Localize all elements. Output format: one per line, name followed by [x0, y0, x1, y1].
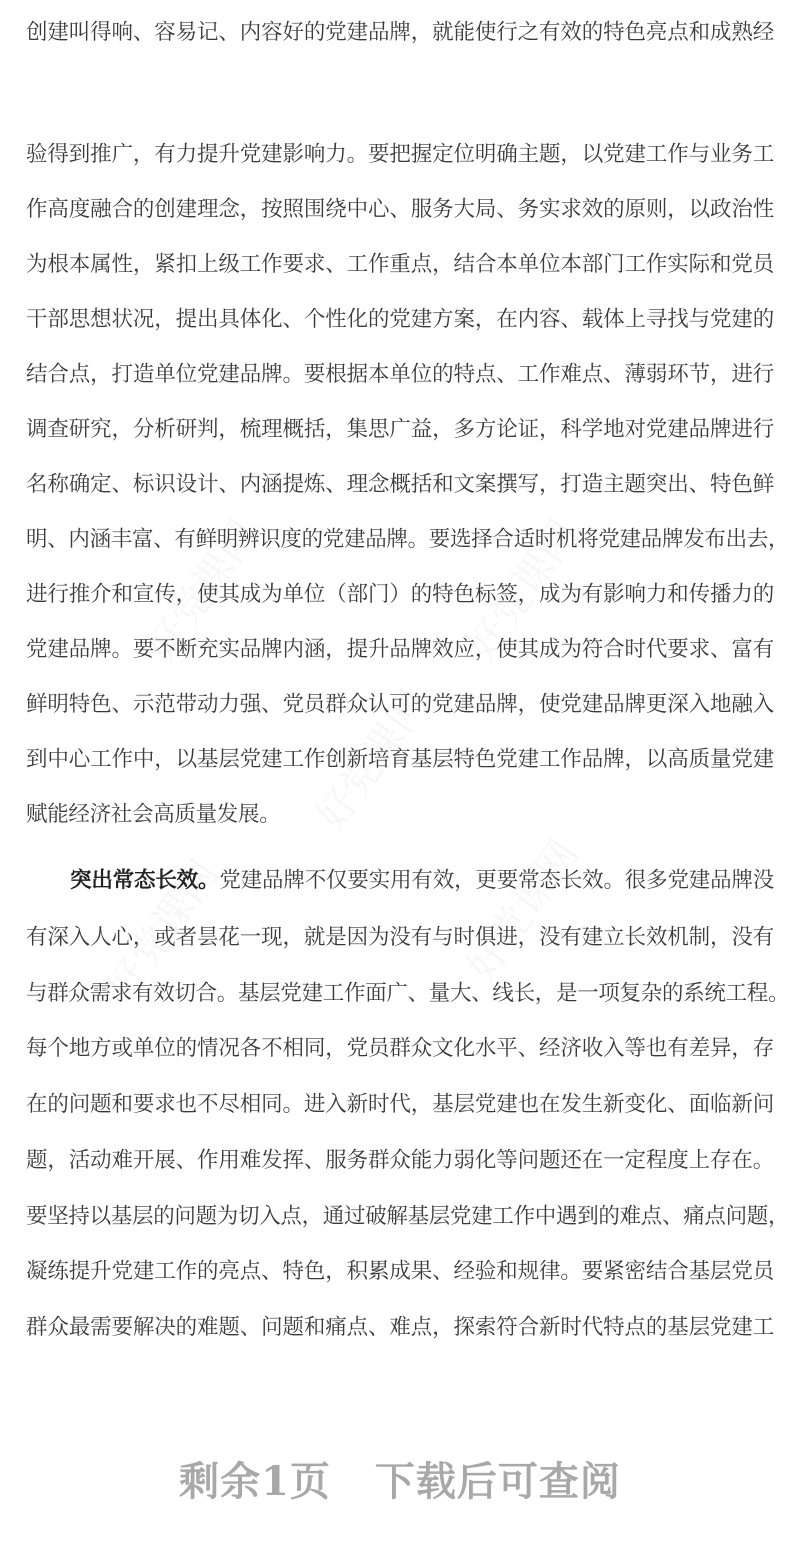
text-line: 明、内涵丰富、有鲜明辨识度的党建品牌。要选择合适时机将党建品牌发布出去， — [26, 527, 790, 552]
text-line: 为根本属性，紧扣上级工作要求、工作重点，结合本单位本部门工作实际和党员 — [26, 252, 774, 277]
text-line: 每个地方或单位的情况各不相同，党员群众文化水平、经济收入等也有差异，存 — [26, 1036, 774, 1062]
text-line: 在的问题和要求也不尽相同。进入新时代，基层党建也在发生新变化、面临新问 — [26, 1092, 774, 1118]
text-span: 党建品牌不仅要实用有效，更要常态长效。很多党建品牌没 — [219, 868, 775, 893]
text-line: 进行推介和宣传，使其成为单位（部门）的特色标签，成为有影响力和传播力的 — [26, 582, 774, 607]
text-line: 赋能经济社会高质量发展。 — [26, 802, 281, 827]
text-line: 要坚持以基层的问题为切入点，通过破解基层党建工作中遇到的难点、痛点问题， — [26, 1203, 790, 1229]
text-line: 鲜明特色、示范带动力强、党员群众认可的党建品牌，使党建品牌更深入地融入 — [26, 692, 774, 717]
text-line: 到中心工作中，以基层党建工作创新培育基层特色党建工作品牌，以高质量党建 — [26, 747, 774, 772]
text-line: 有深入人心，或者昙花一现，就是因为没有与时俱进，没有建立长效机制，没有 — [26, 925, 774, 950]
text-line: 凝练提升党建工作的亮点、特色，积累成果、经验和规律。要紧密结合基层党员 — [26, 1259, 774, 1285]
section-heading: 突出常态长效。 — [70, 868, 220, 893]
text-line: 验得到推广，有力提升党建影响力。要把握定位明确主题，以党建工作与业务工 — [26, 142, 774, 167]
remaining-pages-label: 剩余1页 — [179, 1458, 331, 1505]
text-line: 党建品牌。要不断充实品牌内涵，提升品牌效应，使其成为符合时代要求、富有 — [26, 637, 774, 662]
text-line: 调查研究，分析研判，梳理概括，集思广益，多方论证，科学地对党建品牌进行 — [26, 417, 774, 442]
text-line: 名称确定、标识设计、内涵提炼、理念概括和文案撰写，打造主题突出、特色鲜 — [26, 472, 774, 497]
paragraph-2-first-line — [70, 866, 774, 896]
text-line: 题，活动难开展、作用难发挥、服务群众能力弱化等问题还在一定程度上存在。 — [26, 1147, 774, 1173]
text-line: 作高度融合的创建理念，按照围绕中心、服务大局、务实求效的原则，以政治性 — [26, 197, 774, 222]
text-line: 与群众需求有效切合。基层党建工作面广、量大、线长，是一项复杂的系统工程。 — [26, 980, 790, 1006]
text-line: 干部思想状况，提出具体化、个性化的党建方案，在内容、载体上寻找与党建的 — [26, 307, 774, 332]
text-line: 创建叫得响、容易记、内容好的党建品牌，就能使行之有效的特色亮点和成熟经 — [26, 20, 774, 45]
text-line: 群众最需要解决的难题、问题和痛点、难点，探索符合新时代特点的基层党建工 — [26, 1314, 774, 1340]
download-to-read-label[interactable]: 下载后可查阅 — [374, 1458, 621, 1505]
download-prompt[interactable] — [0, 1450, 800, 1507]
text-line: 结合点，打造单位党建品牌。要根据本单位的特点、工作难点、薄弱环节，进行 — [26, 362, 774, 387]
watermark — [451, 827, 589, 991]
